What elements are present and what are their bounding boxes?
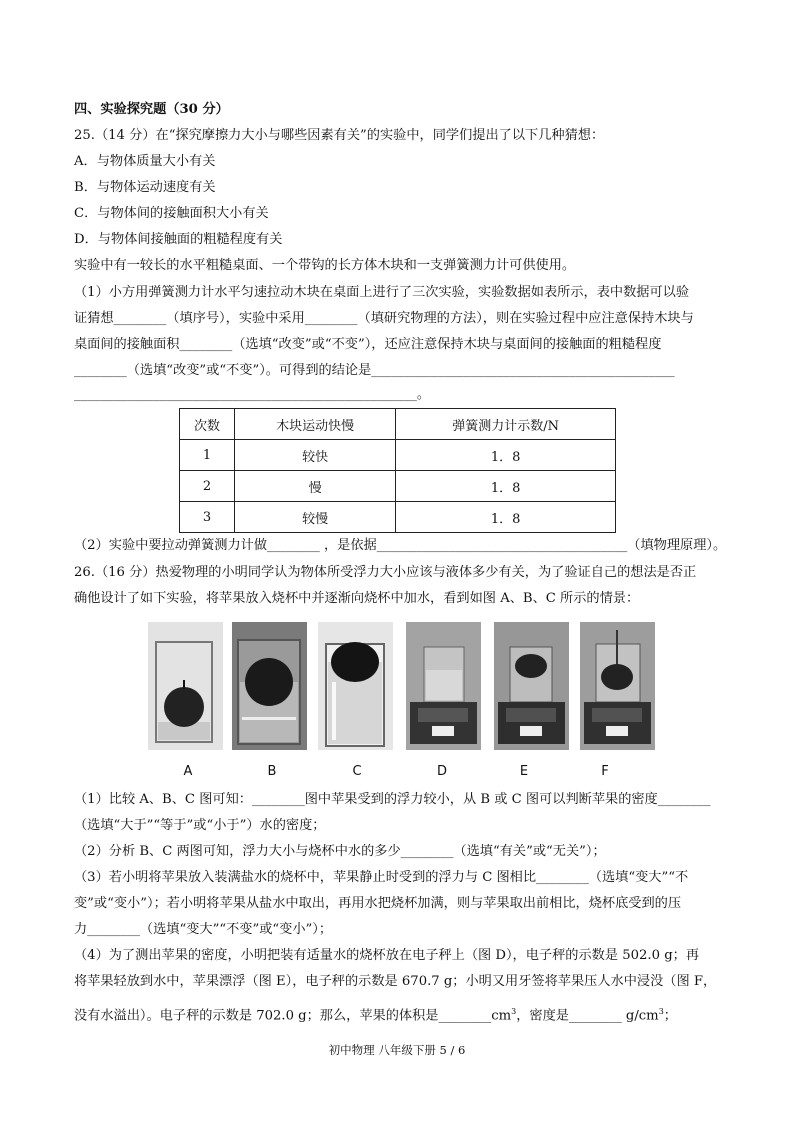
q25-p1-line: （1）小方用弹簧测力计水平匀速拉动木块在桌面上进行了三次实验，实验数据如表所示，表中数据可以验: [74, 285, 690, 300]
q26-p4-last-line: [74, 1003, 724, 1025]
figure-label-e: E: [519, 764, 529, 779]
q26-p3-line: 变”或“变小”）；若小明将苹果从盐水中取出，再用水把烧杯加满，则与苹果取出前相比，烧杯底受到的压: [74, 896, 682, 911]
q26-p2: （2）分析 B、C 两图可知，浮力大小与烧杯中水的多少________（选填“有关”或“无关”）；: [74, 844, 606, 859]
photo-a: [148, 622, 223, 750]
q25-p1-line: ____________________________________________________。: [74, 387, 431, 402]
table-header-row: [180, 409, 616, 440]
q26-stem-line: 确他设计了如下实验，将苹果放入烧杯中并逐渐向烧杯中加水，看到如图 A、B、C 所示的情景：: [74, 591, 640, 606]
gcm3-superscript: 3: [658, 1007, 664, 1016]
table-header-cell: 木块运动快慢: [235, 409, 396, 440]
q25-option-a: A．与物体质量大小有关: [74, 154, 216, 169]
table-cell: 2: [180, 471, 235, 502]
figure-label-f: F: [601, 764, 609, 779]
q25-option-c: C．与物体间的接触面积大小有关: [74, 206, 269, 221]
table-cell: 1．8: [396, 502, 616, 533]
photo-f: [580, 622, 655, 750]
table-cell: 1．8: [396, 440, 616, 471]
q26-p3-line: 力________（选填“变大”“不变”或“变小”）；: [74, 922, 333, 937]
q25-equipment: 实验中有一较长的水平粗糙桌面、一个带钩的长方体木块和一支弹簧测力计可供使用。: [74, 258, 576, 273]
q25-p1-line: 证猜想________（填序号），实验中采用________（填研究物理的方法），则在实验过程中应注意保持木块与: [74, 311, 694, 326]
table-row: [180, 471, 616, 502]
photo-c: [318, 622, 393, 750]
table-header-cell: 次数: [180, 409, 235, 440]
q26-p4-line: 将苹果轻放到水中，苹果漂浮（图 E），电子秤的示数是 670.7 g；小明又用牙签将苹果压人水中浸没（图 F，: [74, 974, 717, 989]
table-cell: 1．8: [396, 471, 616, 502]
table-cell: 慢: [235, 471, 396, 502]
cm3-superscript: 3: [511, 1007, 517, 1016]
photo-b: [232, 622, 307, 750]
q26-p3-line: （3）若小明将苹果放入装满盐水的烧杯中，苹果静止时受到的浮力与 C 图相比________（选填“变大”“不: [74, 870, 689, 885]
q25-option-b: B．与物体运动速度有关: [74, 180, 216, 195]
photo-d: [406, 622, 481, 750]
q25-option-d: D．与物体间接触面的粗糙程度有关: [74, 232, 283, 247]
table-cell: 1: [180, 440, 235, 471]
q26-stem-line: 26.（16 分）热爱物理的小明同学认为物体所受浮力大小应该与液体多少有关，为了验证自己的想法是否正: [74, 565, 697, 580]
table-cell: 3: [180, 502, 235, 533]
table-header-cell: 弹簧测力计示数/N: [396, 409, 616, 440]
line-end-punct: ；: [663, 1008, 677, 1024]
volume-blank-text: 没有水溢出）。电子秤的示数是 702.0 g；那么，苹果的体积是________cm: [74, 1008, 512, 1024]
q25-p1-line: ________（选填“改变”或“不变”）。可得到的结论是______________________________________________: [74, 363, 675, 378]
q25-p1-line: 桌面间的接触面积________（选填“改变”或“不变”），还应注意保持木块与桌面间的接触面的粗糙程度: [74, 337, 662, 352]
figure-label-b: B: [267, 764, 277, 779]
figure-label-d: D: [436, 764, 447, 779]
section-title: 四、实验探究题（30 分）: [74, 102, 229, 117]
q25-p2: （2）实验中要拉动弹簧测力计做________ ，是依据______________________________________（填物理原理）。: [74, 538, 727, 553]
density-blank-text: ，密度是________ g/cm: [516, 1008, 659, 1024]
page-footer: 初中物理 八年级下册 5 / 6: [328, 1043, 466, 1057]
friction-data-table: [179, 408, 616, 533]
table-cell: 较慢: [235, 502, 396, 533]
photo-e: [494, 622, 569, 750]
q26-p1-line: （1）比较 A、B、C 图可知：________图中苹果受到的浮力较小，从 B 或 C 图可以判断苹果的密度________: [74, 792, 711, 807]
figure-label-c: C: [352, 764, 362, 779]
table-row: [180, 502, 616, 533]
apple-beaker-photos: [148, 622, 628, 752]
q26-p4-line: （4）为了测出苹果的密度，小明把装有适量水的烧杯放在电子秤上（图 D），电子秤的示数是 502.0 g；再: [74, 948, 700, 963]
q26-p1-line: （选填“大于”“等于”或“小于”）水的密度；: [74, 818, 326, 833]
q25-stem: 25.（14 分）在“探究摩擦力大小与哪些因素有关”的实验中，同学们提出了以下几种猜想：: [74, 128, 605, 143]
table-cell: 较快: [235, 440, 396, 471]
figure-label-a: A: [183, 764, 193, 779]
table-row: [180, 440, 616, 471]
